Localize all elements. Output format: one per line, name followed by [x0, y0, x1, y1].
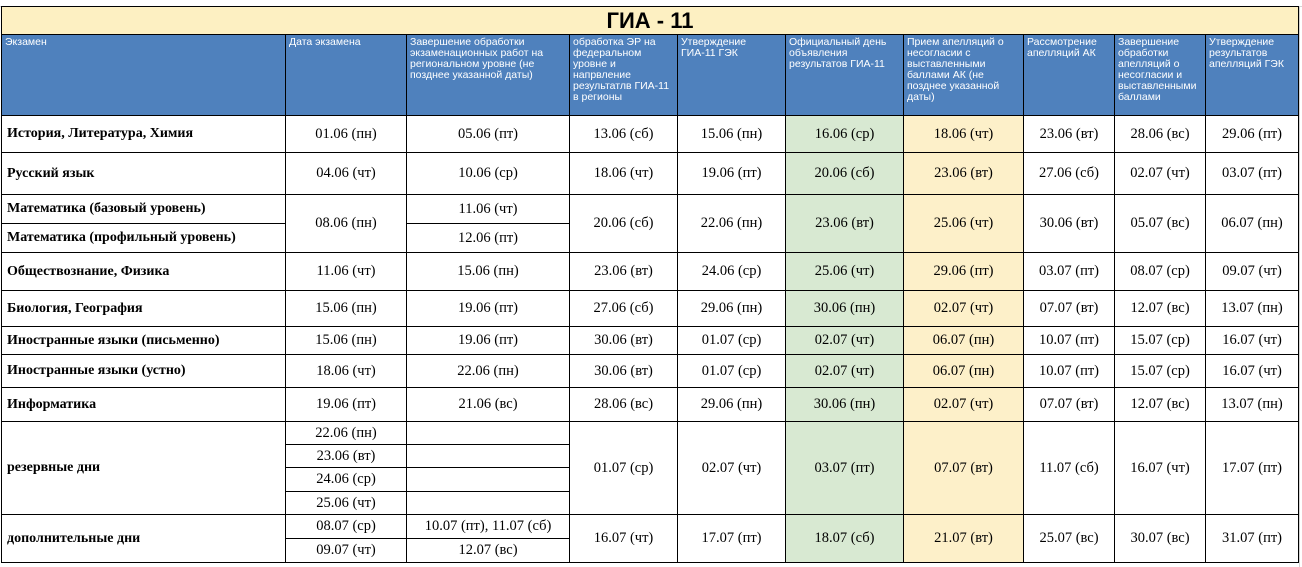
- appeal-cell[interactable]: 06.07 (пн): [904, 355, 1024, 388]
- appeal-done-cell[interactable]: 28.06 (вс): [1115, 116, 1206, 153]
- gek-cell[interactable]: 19.06 (пт): [678, 153, 786, 195]
- header-appeal-intake[interactable]: Прием апелляций о несогласии с выставленными баллами АК (не позднее указанной даты): [904, 35, 1024, 116]
- exam-cell[interactable]: Математика (профильный уровень): [2, 224, 286, 253]
- official-cell[interactable]: 02.07 (чт): [786, 327, 904, 355]
- federal-cell[interactable]: 01.07 (ср): [570, 422, 678, 515]
- appeal-done-cell[interactable]: 16.07 (чт): [1115, 422, 1206, 515]
- exam-date-cell[interactable]: 19.06 (пт): [286, 388, 407, 422]
- appeal-cell[interactable]: 07.07 (вт): [904, 422, 1024, 515]
- table-title[interactable]: ГИА - 11: [2, 7, 1299, 35]
- gek-cell[interactable]: 17.07 (пт): [678, 515, 786, 563]
- gek-cell[interactable]: 02.07 (чт): [678, 422, 786, 515]
- appeal-cell[interactable]: 06.07 (пн): [904, 327, 1024, 355]
- header-federal-processing[interactable]: обработка ЭР на федеральном уровне и напрвление результатлв ГИА-11 в регионы: [570, 35, 678, 116]
- regional-cell[interactable]: 10.07 (пт), 11.07 (сб): [407, 515, 570, 539]
- table-row: [2, 422, 1299, 445]
- table-row: [2, 355, 1299, 388]
- header-row: [2, 35, 1299, 116]
- regional-cell[interactable]: 10.06 (ср): [407, 153, 570, 195]
- header-regional-processing[interactable]: Завершение обработки экзаменационных работ на региональном уровне (не позднее указанной даты): [407, 35, 570, 116]
- exam-date-cell[interactable]: 22.06 (пн): [286, 422, 407, 445]
- appeal-done-cell[interactable]: 12.07 (вс): [1115, 388, 1206, 422]
- regional-cell[interactable]: [407, 445, 570, 468]
- exam-cell[interactable]: Биология, География: [2, 291, 286, 327]
- header-appeal-review[interactable]: Рассмотрение апелляций АК: [1024, 35, 1115, 116]
- exam-cell[interactable]: резервные дни: [2, 422, 286, 515]
- exam-date-cell[interactable]: 15.06 (пн): [286, 327, 407, 355]
- appeal-done-cell[interactable]: 30.07 (вс): [1115, 515, 1206, 563]
- appeal-gek-cell[interactable]: 03.07 (пт): [1206, 153, 1299, 195]
- exam-date-cell[interactable]: 11.06 (чт): [286, 253, 407, 291]
- header-appeal-approval[interactable]: Утверждение результатов апелляций ГЭК: [1206, 35, 1299, 116]
- review-cell[interactable]: 10.07 (пт): [1024, 355, 1115, 388]
- header-exam[interactable]: Экзамен: [2, 35, 286, 116]
- federal-cell[interactable]: 30.06 (вт): [570, 355, 678, 388]
- appeal-cell[interactable]: 18.06 (чт): [904, 116, 1024, 153]
- appeal-cell[interactable]: 25.06 (чт): [904, 195, 1024, 253]
- table-row: [2, 327, 1299, 355]
- regional-cell[interactable]: [407, 492, 570, 515]
- exam-date-cell[interactable]: 04.06 (чт): [286, 153, 407, 195]
- regional-cell[interactable]: 05.06 (пт): [407, 116, 570, 153]
- gek-cell[interactable]: 24.06 (ср): [678, 253, 786, 291]
- review-cell[interactable]: 11.07 (сб): [1024, 422, 1115, 515]
- federal-cell[interactable]: 18.06 (чт): [570, 153, 678, 195]
- exam-date-cell[interactable]: 08.07 (ср): [286, 515, 407, 539]
- exam-date-cell[interactable]: 25.06 (чт): [286, 492, 407, 515]
- review-cell[interactable]: 10.07 (пт): [1024, 327, 1115, 355]
- table-row: [2, 388, 1299, 422]
- gek-cell[interactable]: 29.06 (пн): [678, 388, 786, 422]
- appeal-gek-cell[interactable]: 13.07 (пн): [1206, 388, 1299, 422]
- exam-cell[interactable]: Математика (базовый уровень): [2, 195, 286, 224]
- exam-cell[interactable]: Информатика: [2, 388, 286, 422]
- regional-cell[interactable]: [407, 422, 570, 445]
- official-cell[interactable]: 30.06 (пн): [786, 388, 904, 422]
- appeal-cell[interactable]: 02.07 (чт): [904, 388, 1024, 422]
- official-cell[interactable]: 03.07 (пт): [786, 422, 904, 515]
- table-row: [2, 153, 1299, 195]
- exam-schedule-table: [1, 6, 1299, 563]
- exam-date-cell[interactable]: 18.06 (чт): [286, 355, 407, 388]
- header-exam-date[interactable]: Дата экзамена: [286, 35, 407, 116]
- regional-cell[interactable]: 22.06 (пн): [407, 355, 570, 388]
- official-cell[interactable]: 02.07 (чт): [786, 355, 904, 388]
- exam-date-cell[interactable]: 24.06 (ср): [286, 468, 407, 492]
- review-cell[interactable]: 25.07 (вс): [1024, 515, 1115, 563]
- table-row: [2, 515, 1299, 539]
- table-row: [2, 291, 1299, 327]
- review-cell[interactable]: 23.06 (вт): [1024, 116, 1115, 153]
- appeal-cell[interactable]: 23.06 (вт): [904, 153, 1024, 195]
- appeal-done-cell[interactable]: 15.07 (ср): [1115, 355, 1206, 388]
- federal-cell[interactable]: 20.06 (сб): [570, 195, 678, 253]
- regional-cell[interactable]: 12.06 (пт): [407, 224, 570, 253]
- gek-cell[interactable]: 29.06 (пн): [678, 291, 786, 327]
- federal-cell[interactable]: 27.06 (сб): [570, 291, 678, 327]
- header-appeal-processing[interactable]: Завершение обработки апелляций о несогласии и выставленными баллами: [1115, 35, 1206, 116]
- official-cell[interactable]: 30.06 (пн): [786, 291, 904, 327]
- review-cell[interactable]: 03.07 (пт): [1024, 253, 1115, 291]
- regional-cell[interactable]: [407, 468, 570, 492]
- appeal-gek-cell[interactable]: 09.07 (чт): [1206, 253, 1299, 291]
- appeal-cell[interactable]: 02.07 (чт): [904, 291, 1024, 327]
- regional-cell[interactable]: 12.07 (вс): [407, 539, 570, 563]
- regional-cell[interactable]: 15.06 (пн): [407, 253, 570, 291]
- federal-cell[interactable]: 13.06 (сб): [570, 116, 678, 153]
- appeal-gek-cell[interactable]: 16.07 (чт): [1206, 355, 1299, 388]
- regional-cell[interactable]: 11.06 (чт): [407, 195, 570, 224]
- federal-cell[interactable]: 23.06 (вт): [570, 253, 678, 291]
- review-cell[interactable]: 30.06 (вт): [1024, 195, 1115, 253]
- appeal-done-cell[interactable]: 08.07 (ср): [1115, 253, 1206, 291]
- appeal-gek-cell[interactable]: 31.07 (пт): [1206, 515, 1299, 563]
- exam-date-cell[interactable]: 23.06 (вт): [286, 445, 407, 468]
- appeal-gek-cell[interactable]: 06.07 (пн): [1206, 195, 1299, 253]
- review-cell[interactable]: 27.06 (сб): [1024, 153, 1115, 195]
- exam-cell[interactable]: Обществознание, Физика: [2, 253, 286, 291]
- gek-cell[interactable]: 22.06 (пн): [678, 195, 786, 253]
- gek-cell[interactable]: 15.06 (пн): [678, 116, 786, 153]
- exam-cell[interactable]: Иностранные языки (письменно): [2, 327, 286, 355]
- table-row: [2, 253, 1299, 291]
- appeal-done-cell[interactable]: 02.07 (чт): [1115, 153, 1206, 195]
- exam-date-cell[interactable]: 08.06 (пн): [286, 195, 407, 253]
- exam-date-cell[interactable]: 09.07 (чт): [286, 539, 407, 563]
- table-row: [2, 195, 1299, 224]
- regional-cell[interactable]: 21.06 (вс): [407, 388, 570, 422]
- review-cell[interactable]: 07.07 (вт): [1024, 291, 1115, 327]
- exam-date-cell[interactable]: 15.06 (пн): [286, 291, 407, 327]
- appeal-gek-cell[interactable]: 16.07 (чт): [1206, 327, 1299, 355]
- appeal-gek-cell[interactable]: 13.07 (пн): [1206, 291, 1299, 327]
- federal-cell[interactable]: 16.07 (чт): [570, 515, 678, 563]
- appeal-done-cell[interactable]: 12.07 (вс): [1115, 291, 1206, 327]
- regional-cell[interactable]: 19.06 (пт): [407, 327, 570, 355]
- exam-cell[interactable]: дополнительные дни: [2, 515, 286, 563]
- review-cell[interactable]: 07.07 (вт): [1024, 388, 1115, 422]
- exam-date-cell[interactable]: 01.06 (пн): [286, 116, 407, 153]
- exam-cell[interactable]: Иностранные языки (устно): [2, 355, 286, 388]
- appeal-done-cell[interactable]: 05.07 (вс): [1115, 195, 1206, 253]
- header-gek-approval[interactable]: Утверждение ГИА-11 ГЭК: [678, 35, 786, 116]
- exam-cell[interactable]: История, Литература, Химия: [2, 116, 286, 153]
- official-cell[interactable]: 25.06 (чт): [786, 253, 904, 291]
- table-row: [2, 116, 1299, 153]
- gek-cell[interactable]: 01.07 (ср): [678, 327, 786, 355]
- gek-cell[interactable]: 01.07 (ср): [678, 355, 786, 388]
- appeal-cell[interactable]: 21.07 (вт): [904, 515, 1024, 563]
- federal-cell[interactable]: 30.06 (вт): [570, 327, 678, 355]
- appeal-gek-cell[interactable]: 17.07 (пт): [1206, 422, 1299, 515]
- header-official-results[interactable]: Официальный день объявления результатов ГИА-11: [786, 35, 904, 116]
- appeal-gek-cell[interactable]: 29.06 (пт): [1206, 116, 1299, 153]
- appeal-done-cell[interactable]: 15.07 (ср): [1115, 327, 1206, 355]
- appeal-cell[interactable]: 29.06 (пт): [904, 253, 1024, 291]
- regional-cell[interactable]: 19.06 (пт): [407, 291, 570, 327]
- official-cell[interactable]: 23.06 (вт): [786, 195, 904, 253]
- official-cell[interactable]: 18.07 (сб): [786, 515, 904, 563]
- exam-cell[interactable]: Русский язык: [2, 153, 286, 195]
- official-cell[interactable]: 16.06 (ср): [786, 116, 904, 153]
- federal-cell[interactable]: 28.06 (вс): [570, 388, 678, 422]
- official-cell[interactable]: 20.06 (сб): [786, 153, 904, 195]
